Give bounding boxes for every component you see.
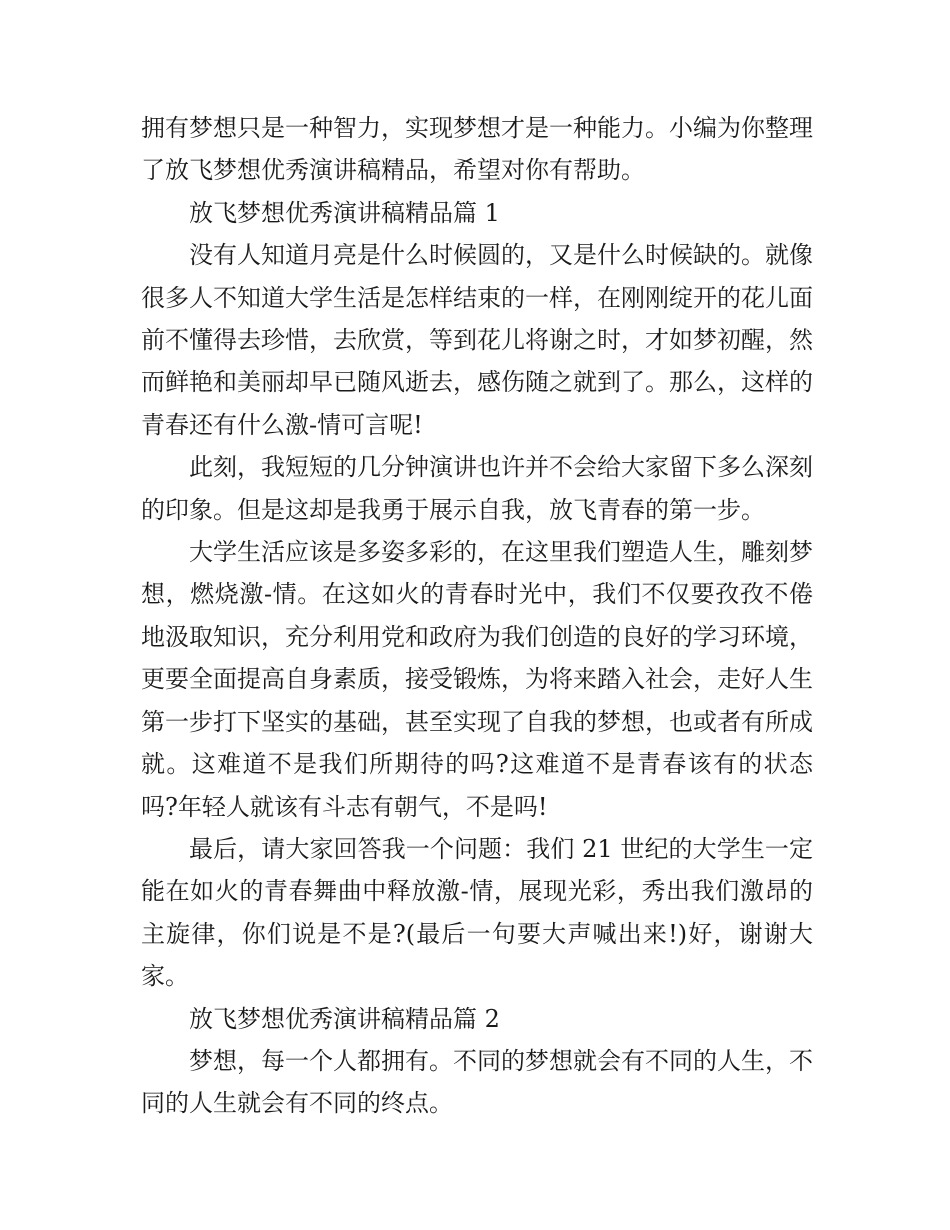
body-paragraph: 此刻，我短短的几分钟演讲也许并不会给大家留下多么深刻的印象。但是这却是我勇于展示自我，放飞青春的第一步。 — [141, 453, 813, 524]
section-heading-2: 放飞梦想优秀演讲稿精品篇 2 — [189, 1004, 500, 1033]
body-paragraph: 最后，请大家回答我一个问题：我们 21 世纪的大学生一定能在如火的青春舞曲中释放激-情，展现光彩，秀出我们激昂的主旋律，你们说是不是?(最后一句要大声喊出来!)好，谢谢大家。 — [141, 834, 813, 991]
body-paragraph: 梦想，每一个人都拥有。不同的梦想就会有不同的人生，不同的人生就会有不同的终点。 — [141, 1046, 813, 1118]
section-heading-1: 放飞梦想优秀演讲稿精品篇 1 — [189, 198, 500, 227]
body-paragraph: 大学生活应该是多姿多彩的，在这里我们塑造人生，雕刻梦想，燃烧激-情。在这如火的青春时光中，我们不仅要孜孜不倦地汲取知识，充分利用党和政府为我们创造的良好的学习环境，更要全面提高自身素质，接受锻炼，为将来踏入社会，走好人生第一步打下坚实的基础，甚至实现了自我的梦想，也或者有所成就。这难道不是我们所期待的吗?这难道不是青春该有的状态吗?年轻人就该有斗志有朝气，不是吗! — [141, 538, 813, 821]
intro-paragraph: 拥有梦想只是一种智力，实现梦想才是一种能力。小编为你整理了放飞梦想优秀演讲稿精品，希望对你有帮助。 — [141, 114, 813, 185]
document-body — [141, 107, 813, 1125]
body-paragraph: 没有人知道月亮是什么时候圆的，又是什么时候缺的。就像很多人不知道大学生活是怎样结束的一样，在刚刚绽开的花儿面前不懂得去珍惜，去欣赏，等到花儿将谢之时，才如梦初醒，然而鲜艳和美丽却早已随风逝去，感伤随之就到了。那么，这样的青春还有什么激-情可言呢! — [141, 241, 813, 439]
